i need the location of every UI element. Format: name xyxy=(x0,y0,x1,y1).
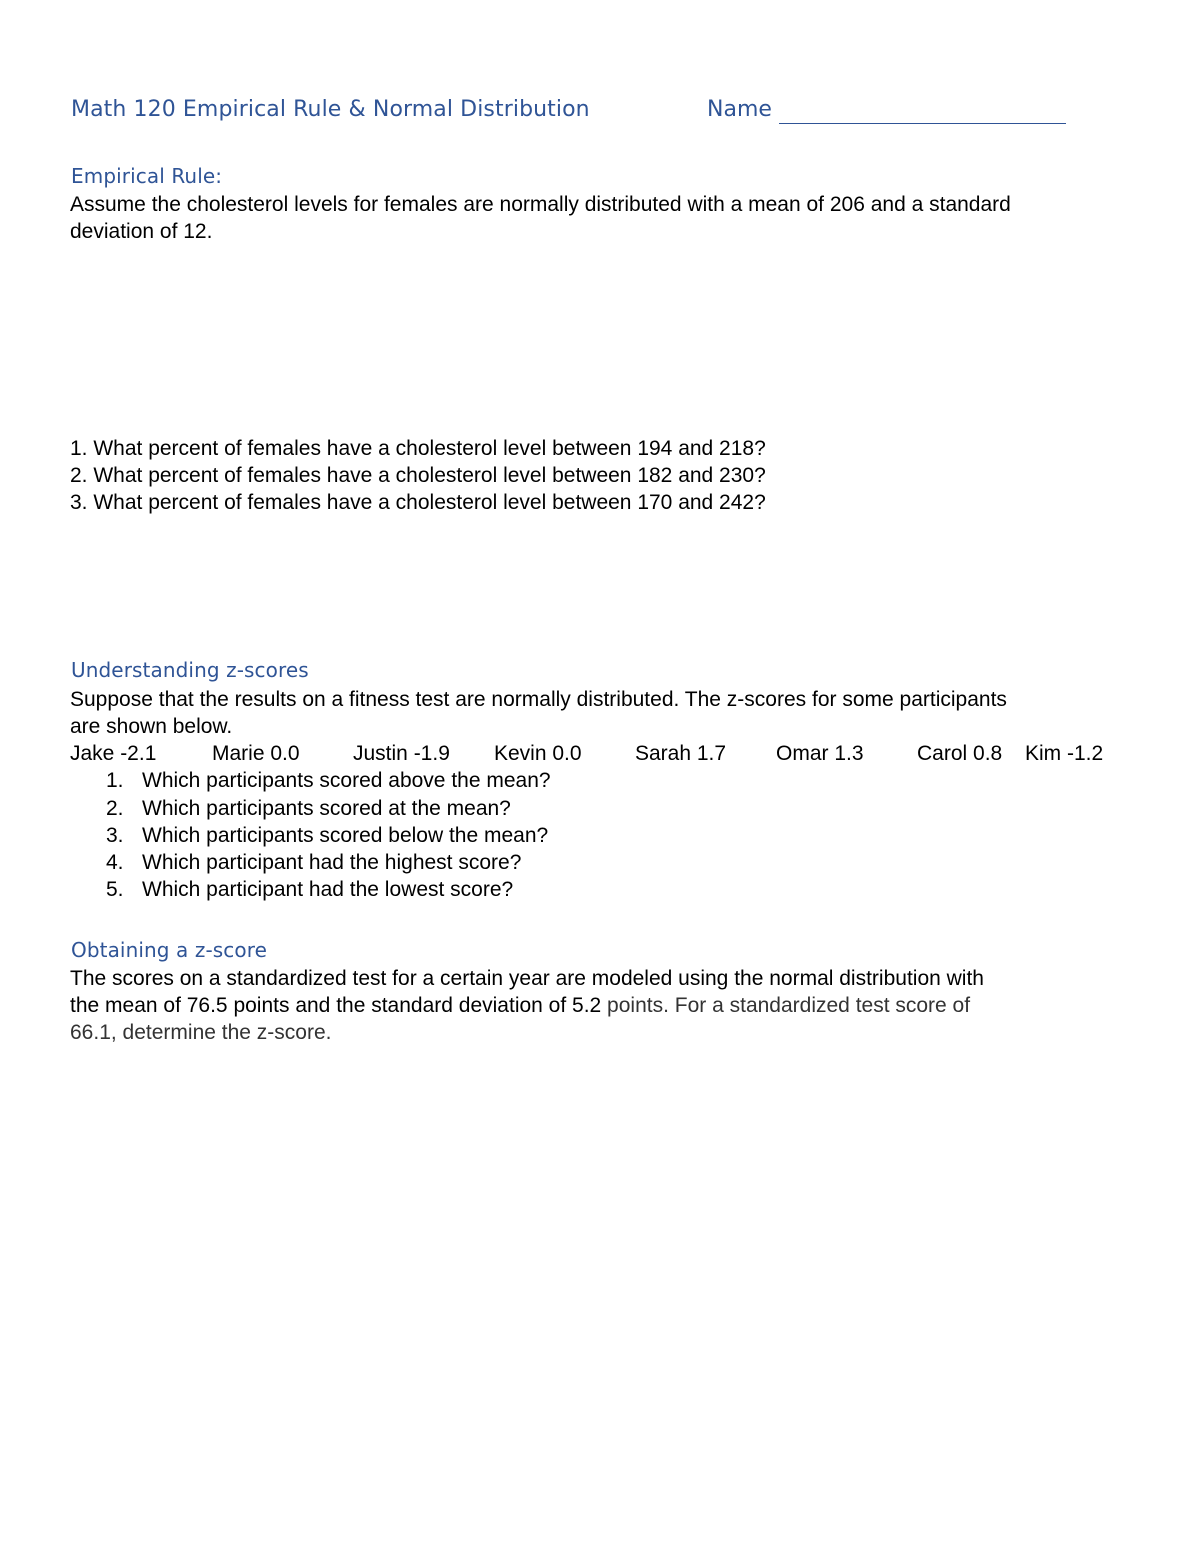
name-blank-line[interactable] xyxy=(779,123,1066,124)
empirical-question-3: 3. What percent of females have a cholesterol level between 170 and 242? xyxy=(70,491,766,514)
participant-score: Marie 0.0 xyxy=(212,742,300,765)
worksheet-title: Math 120 Empirical Rule & Normal Distribution xyxy=(71,97,590,122)
obtaining-paragraph-line-3: 66.1, determine the z-score. xyxy=(70,1021,332,1044)
participant-score: Kevin 0.0 xyxy=(494,742,582,765)
z-scores-heading: Understanding z-scores xyxy=(71,658,309,682)
z-scores-paragraph-line-1: Suppose that the results on a fitness test are normally distributed. The z-scores for some participants xyxy=(70,688,1007,711)
participant-score: Kim -1.2 xyxy=(1025,742,1104,765)
participant-score: Jake -2.1 xyxy=(70,742,157,765)
participant-score: Carol 0.8 xyxy=(917,742,1003,765)
list-item-text: Which participants scored below the mean? xyxy=(142,824,549,847)
obtaining-paragraph-line-1: The scores on a standardized test for a certain year are modeled using the normal distribution with xyxy=(70,967,984,990)
empirical-question-1: 1. What percent of females have a cholesterol level between 194 and 218? xyxy=(70,437,766,460)
obtaining-paragraph-line-2 xyxy=(70,992,970,1019)
participant-scores-row xyxy=(0,740,1200,767)
list-item-text: Which participant had the highest score? xyxy=(142,851,522,874)
participant-score: Justin -1.9 xyxy=(353,742,450,765)
list-item-number: 3. xyxy=(106,824,124,847)
list-item-text: Which participants scored above the mean? xyxy=(142,769,551,792)
list-item-number: 1. xyxy=(106,769,124,792)
list-item-text: Which participant had the lowest score? xyxy=(142,878,514,901)
z-scores-paragraph-line-2: are shown below. xyxy=(70,715,233,738)
empirical-rule-paragraph-line-2: deviation of 12. xyxy=(70,220,213,243)
obtaining-line-2-part-b: points. For a standardized test score of xyxy=(601,994,971,1017)
list-item-text: Which participants scored at the mean? xyxy=(142,797,511,820)
empirical-rule-heading: Empirical Rule: xyxy=(71,164,223,188)
participant-score: Omar 1.3 xyxy=(776,742,864,765)
empirical-rule-paragraph-line-1: Assume the cholesterol levels for females are normally distributed with a mean of 206 and a standard xyxy=(70,193,1011,216)
list-item-number: 4. xyxy=(106,851,124,874)
empirical-question-2: 2. What percent of females have a cholesterol level between 182 and 230? xyxy=(70,464,766,487)
name-label: Name xyxy=(707,97,772,122)
obtaining-line-2-part-a: the mean of 76.5 points and the standard deviation of 5.2 xyxy=(70,994,602,1017)
list-item-number: 5. xyxy=(106,878,124,901)
participant-score: Sarah 1.7 xyxy=(635,742,727,765)
list-item-number: 2. xyxy=(106,797,124,820)
obtaining-z-score-heading: Obtaining a z-score xyxy=(71,938,268,962)
